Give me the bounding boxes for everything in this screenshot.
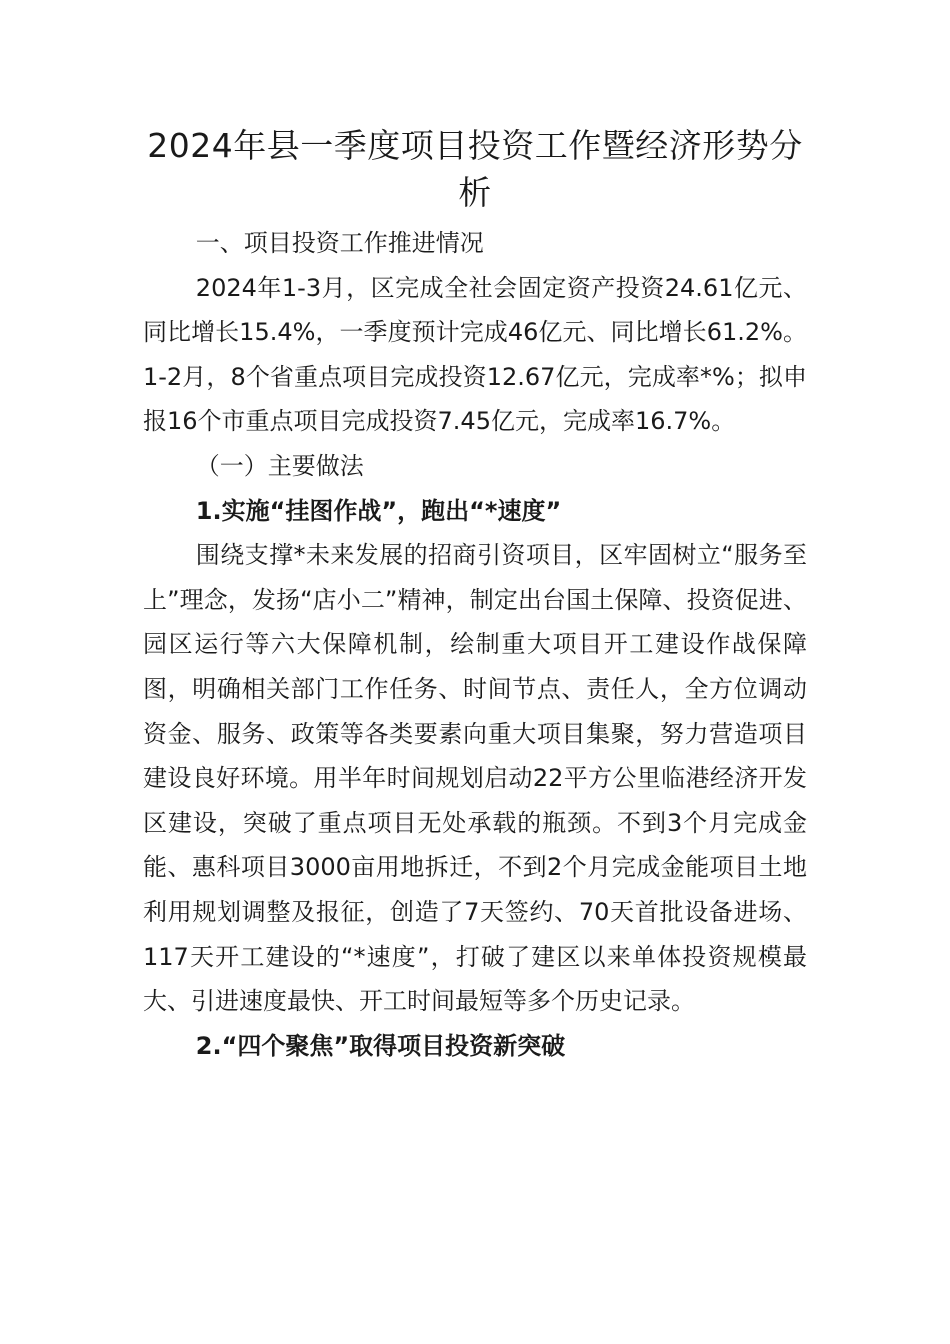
bold-heading: 1.实施“挂图作战”，跑出“*速度” — [195, 496, 562, 525]
subsection-heading: （一）主要做法 — [195, 451, 364, 480]
document-title: 2024年县一季度项目投资工作暨经济形势分析 — [147, 126, 803, 212]
bold-heading: 2.“四个聚焦”取得项目投资新突破 — [195, 1031, 566, 1060]
document-body — [143, 221, 807, 1068]
document-page — [143, 122, 807, 1068]
body-paragraph: 围绕支撑*未来发展的招商引资项目，区牢固树立“服务至上”理念，发扬“店小二”精神，制定出台国土保障、投资促进、园区运行等六大保障机制，绘制重大项目开工建设作战保障图，明确相关部门工作任务、时间节点、责任人，全方位调动资金、服务、政策等各类要素向重大项目集聚，努力营造项目建设良好环境。用半年时间规划启动22平方公里临港经济开发区建设，突破了重点项目无处承载的瓶颈。不到3个月完成金能、惠科项目3000亩用地拆迁，不到2个月完成金能项目土地利用规划调整及报征，创造了7天签约、70天首批设备进场、117天开工建设的“*速度”，打破了建区以来单体投资规模最大、引进速度最快、开工时间最短等多个历史记录。 — [143, 541, 807, 1016]
section-heading: 一、项目投资工作推进情况 — [195, 229, 484, 257]
body-paragraph: 2024年1-3月，区完成全社会固定资产投资24.61亿元、同比增长15.4%，一季度预计完成46亿元、同比增长61.2%。1-2月，8个省重点项目完成投资12.67亿元，完成率*%；拟申报16个市重点项目完成投资7.45亿元，完成率16.7%。 — [143, 273, 807, 436]
